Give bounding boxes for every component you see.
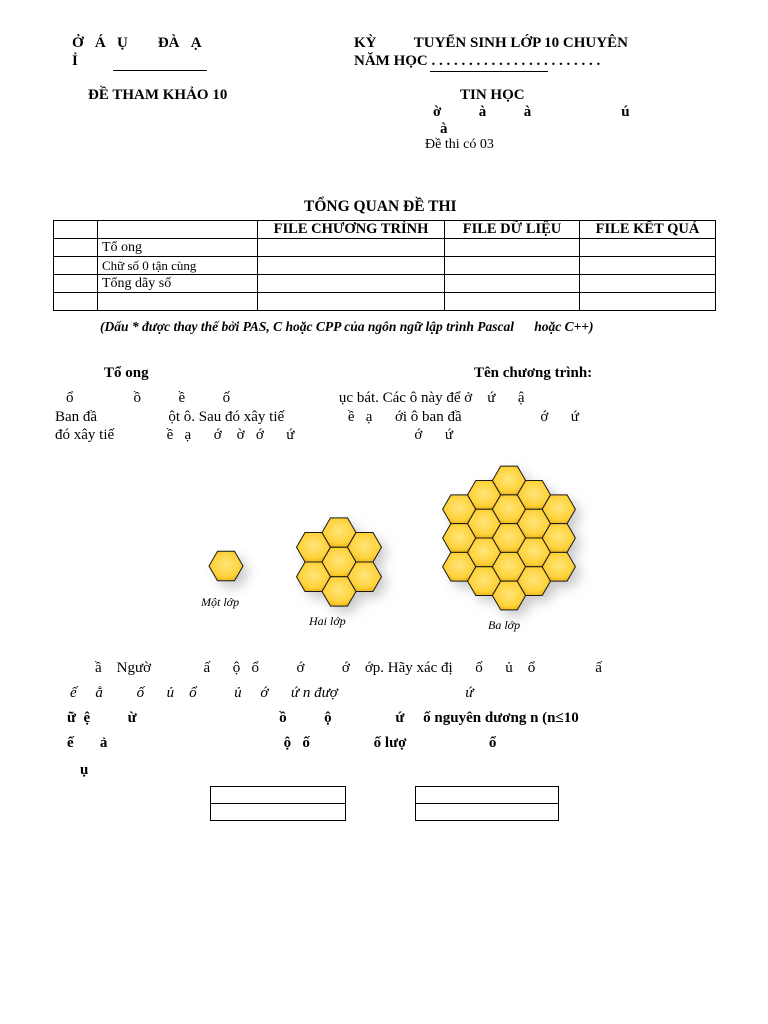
page-count: Đề thi có 03	[425, 137, 494, 152]
example-output-table	[415, 786, 559, 821]
example-label: ụ	[80, 762, 89, 778]
caption-two-layers: Hai lớp	[309, 614, 346, 628]
caption-one-layer: Một lớp	[201, 595, 240, 609]
input-spec-text: ữ ệ ừ ồ ộ ứ ố nguyên dương n (n≤10	[67, 710, 579, 726]
table-header-cell: FILE KẾT QUẢ	[580, 221, 716, 239]
caption-three-layers: Ba lớp	[488, 618, 521, 632]
output-spec-text: ế ả ộ ố ố lượ ổ	[67, 735, 497, 751]
question-line: ầ Ngườ ấ ộ ổ ớ ớ ớp. Hãy xác đị ố ủ ổ ấ	[95, 660, 602, 676]
table-cell: Tổ ong	[98, 239, 258, 257]
table-cell	[416, 804, 559, 821]
input-spec-line	[67, 709, 579, 727]
problem-paragraph-line: Ban đầ ột ô. Sau đó xây tiế ề ạ ới ô ban đầ ớ ứ	[55, 409, 579, 425]
header-right-line1: KỲ TUYỂN SINH LỚP 10 CHUYÊN	[354, 35, 628, 51]
subject-title: TIN HỌC	[460, 87, 525, 103]
table-row	[211, 787, 346, 804]
table-row	[416, 804, 559, 821]
output-spec-line	[67, 734, 496, 752]
program-name-label: Tên chương trình:	[474, 365, 593, 381]
example-input-table	[210, 786, 346, 821]
table-cell	[416, 787, 559, 804]
table-row	[416, 787, 559, 804]
exam-label: ĐỀ THAM KHẢO 10	[88, 87, 228, 103]
problem-paragraph-line: ổ ồ ề ố ục bát. Các ô này để ở ứ ậ	[66, 390, 525, 406]
table-cell: Chữ số 0 tận cùng	[98, 257, 258, 275]
question-line: ế ằ ố ủ ổ ủ ớ ứ n đượ ứ	[70, 685, 474, 701]
problem-paragraph-line: đó xây tiế ề ạ ớ ờ ớ ứ ớ ứ	[55, 427, 453, 443]
header-left-line1: Ở Á Ụ ĐÀ Ạ	[72, 35, 202, 51]
overview-note: (Dấu * được thay thế bởi PAS, C hoặc CPP của ngôn ngữ lập trình Pascal hoặc C++)	[100, 319, 594, 334]
subject-subline2: à	[440, 121, 448, 137]
table-header-cell: FILE DỮ LIỆU	[445, 221, 580, 239]
overview-title: TỔNG QUAN ĐỀ THI	[304, 198, 457, 215]
table-cell: Tổng dãy số	[98, 275, 258, 293]
table-header-cell: FILE CHƯƠNG TRÌNH	[258, 221, 445, 239]
header-right-line2: NĂM HỌC . . . . . . . . . . . . . . . . . . . . . . .	[354, 53, 601, 69]
table-cell	[211, 787, 346, 804]
table-row	[211, 804, 346, 821]
table-cell	[211, 804, 346, 821]
header-left-line2: Ỉ	[72, 53, 78, 69]
subject-subline1: ờ à à ú	[433, 104, 630, 120]
problem-title: Tổ ong	[104, 365, 149, 381]
